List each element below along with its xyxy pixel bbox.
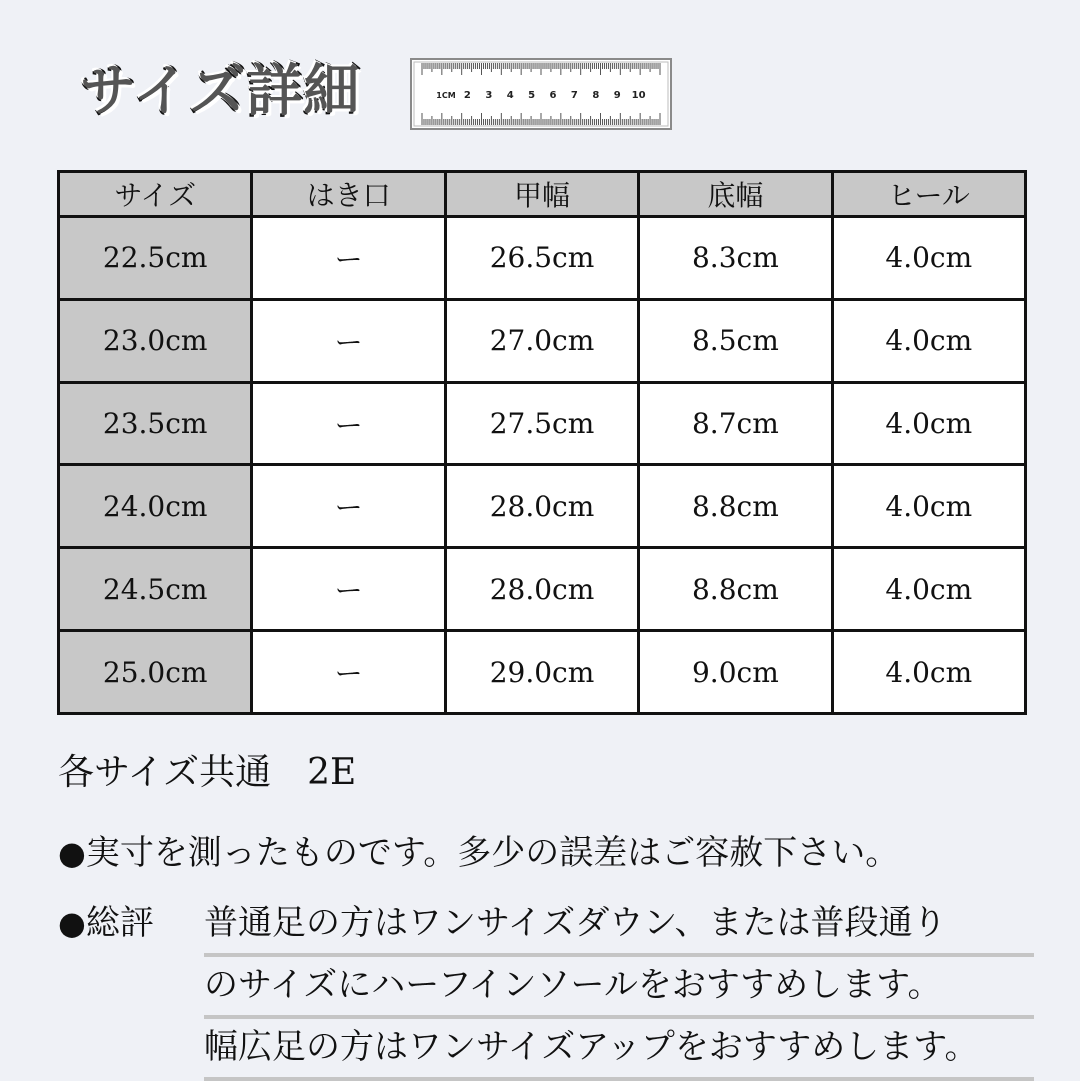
ruler-label: 7 bbox=[570, 90, 578, 101]
bullet-icon: ● bbox=[58, 904, 86, 942]
cell-sole-width: 8.5cm bbox=[639, 299, 832, 382]
header-size: サイズ bbox=[59, 172, 252, 217]
size-table bbox=[57, 170, 1027, 715]
cell-instep-width: 26.5cm bbox=[445, 217, 638, 300]
cell-opening: ー bbox=[252, 548, 445, 631]
header-heel: ヒール bbox=[832, 172, 1025, 217]
bullet-icon: ● bbox=[58, 834, 86, 872]
cell-instep-width: 27.5cm bbox=[445, 382, 638, 465]
ruler-label: 10 bbox=[631, 90, 646, 101]
cell-heel: 4.0cm bbox=[832, 217, 1025, 300]
ruler-icon bbox=[410, 58, 672, 130]
cell-instep-width: 28.0cm bbox=[445, 548, 638, 631]
cell-sole-width: 8.8cm bbox=[639, 465, 832, 548]
table-row bbox=[59, 299, 1026, 382]
ruler-label: 6 bbox=[549, 90, 557, 101]
cell-size: 24.0cm bbox=[59, 465, 252, 548]
review-line: のサイズにハーフインソールをおすすめします。 bbox=[204, 957, 1034, 1019]
cell-opening: ー bbox=[252, 382, 445, 465]
review-text bbox=[204, 895, 1034, 1081]
cell-opening: ー bbox=[252, 465, 445, 548]
cell-heel: 4.0cm bbox=[832, 299, 1025, 382]
cell-instep-width: 29.0cm bbox=[445, 631, 638, 714]
cell-size: 22.5cm bbox=[59, 217, 252, 300]
cell-size: 24.5cm bbox=[59, 548, 252, 631]
ruler-label: 9 bbox=[613, 90, 621, 101]
ruler-label: 5 bbox=[528, 90, 536, 101]
cell-sole-width: 8.8cm bbox=[639, 548, 832, 631]
cell-opening: ー bbox=[252, 631, 445, 714]
ruler-label: 2 bbox=[463, 90, 471, 101]
ruler-label: 4 bbox=[506, 90, 514, 101]
page-title: サイズ詳細 bbox=[80, 59, 361, 124]
cell-opening: ー bbox=[252, 299, 445, 382]
common-width-note: 各サイズ共通 2E bbox=[58, 752, 357, 793]
ruler-label: 3 bbox=[485, 90, 493, 101]
cell-instep-width: 28.0cm bbox=[445, 465, 638, 548]
review-label bbox=[58, 900, 154, 946]
cell-heel: 4.0cm bbox=[832, 465, 1025, 548]
cell-size: 23.0cm bbox=[59, 299, 252, 382]
cell-size: 23.5cm bbox=[59, 382, 252, 465]
cell-instep-width: 27.0cm bbox=[445, 299, 638, 382]
ruler-label: 1CM bbox=[436, 91, 456, 100]
cell-sole-width: 9.0cm bbox=[639, 631, 832, 714]
ruler-label: 8 bbox=[592, 90, 600, 101]
table-row bbox=[59, 548, 1026, 631]
cell-size: 25.0cm bbox=[59, 631, 252, 714]
cell-heel: 4.0cm bbox=[832, 548, 1025, 631]
table-row bbox=[59, 631, 1026, 714]
review-line: 幅広足の方はワンサイズアップをおすすめします。 bbox=[204, 1019, 1034, 1081]
cell-heel: 4.0cm bbox=[832, 382, 1025, 465]
measurement-note bbox=[58, 830, 899, 876]
table-row bbox=[59, 382, 1026, 465]
cell-opening: ー bbox=[252, 217, 445, 300]
table-row bbox=[59, 217, 1026, 300]
header-sole-width: 底幅 bbox=[639, 172, 832, 217]
cell-sole-width: 8.3cm bbox=[639, 217, 832, 300]
review-label-text: 総評 bbox=[85, 903, 154, 943]
header-opening: はき口 bbox=[252, 172, 445, 217]
review-line: 普通足の方はワンサイズダウン、または普段通り bbox=[204, 895, 1034, 957]
cell-sole-width: 8.7cm bbox=[639, 382, 832, 465]
table-row bbox=[59, 465, 1026, 548]
cell-heel: 4.0cm bbox=[832, 631, 1025, 714]
measurement-note-text: 実寸を測ったものです。多少の誤差はご容赦下さい。 bbox=[85, 833, 900, 873]
header-instep-width: 甲幅 bbox=[445, 172, 638, 217]
table-header-row bbox=[59, 172, 1026, 217]
